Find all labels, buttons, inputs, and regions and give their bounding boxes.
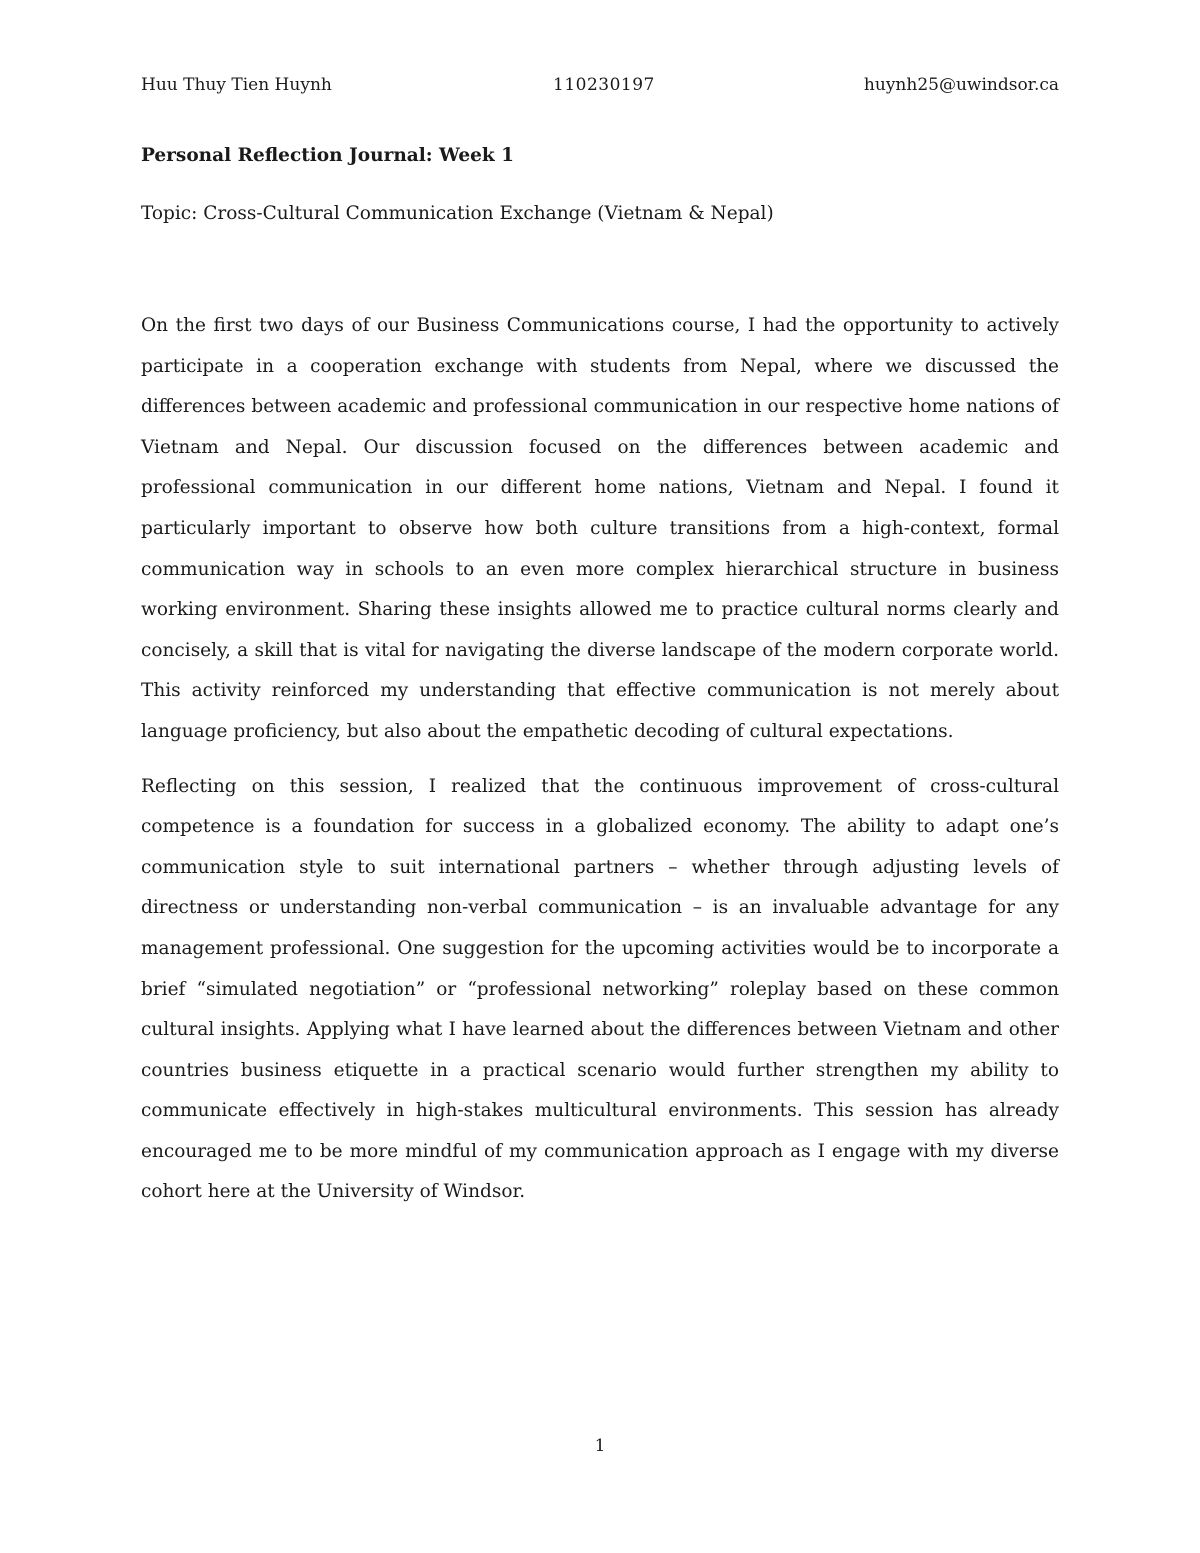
body-paragraph-2: Reflecting on this session, I realized that the continuous improvement of cross-cultural competence is a foundation for success in a globalized economy. The ability to adapt one’s communication style to suit international partners – whether through adjusting levels of directness or understanding non-verbal communication – is an invaluable advantage for any management professional. One suggestion for the upcoming activities would be to incorporate a brief “simulated negotiation” or “professional networking” roleplay based on these common cultural insights. Applying what I have learned about the differences between Vietnam and other countries business etiquette in a practical scenario would further strengthen my ability to communicate effectively in high-stakes multicultural environments. This session has already encouraged me to be more mindful of my communication approach as I engage with my diverse cohort here at the University of Windsor. — [141, 775, 1059, 1203]
author-name: Huu Thuy Tien Huynh — [141, 75, 332, 95]
page-number: 1 — [594, 1436, 606, 1456]
document-title: Personal Reflection Journal: Week 1 — [141, 145, 514, 166]
author-email: huynh25@uwindsor.ca — [863, 75, 1059, 95]
student-id: 110230197 — [553, 75, 655, 95]
document-body — [141, 306, 1059, 1213]
document-topic: Topic: Cross-Cultural Communication Exchange (Vietnam & Nepal) — [141, 203, 774, 224]
page-header — [141, 72, 1059, 98]
body-paragraph-1: On the first two days of our Business Communications course, I had the opportunity to actively participate in a cooperation exchange with students from Nepal, where we discussed the differences between academic and professional communication in our respective home nations of Vietnam and Nepal. Our discussion focused on the differences between academic and professional communication in our different home nations, Vietnam and Nepal. I found it particularly important to observe how both culture transitions from a high-context, formal communication way in schools to an even more complex hierarchical structure in business working environment. Sharing these insights allowed me to practice cultural norms clearly and concisely, a skill that is vital for navigating the diverse landscape of the modern corporate world. This activity reinforced my understanding that effective communication is not merely about language proficiency, but also about the empathetic decoding of cultural expectations. — [141, 315, 1059, 742]
